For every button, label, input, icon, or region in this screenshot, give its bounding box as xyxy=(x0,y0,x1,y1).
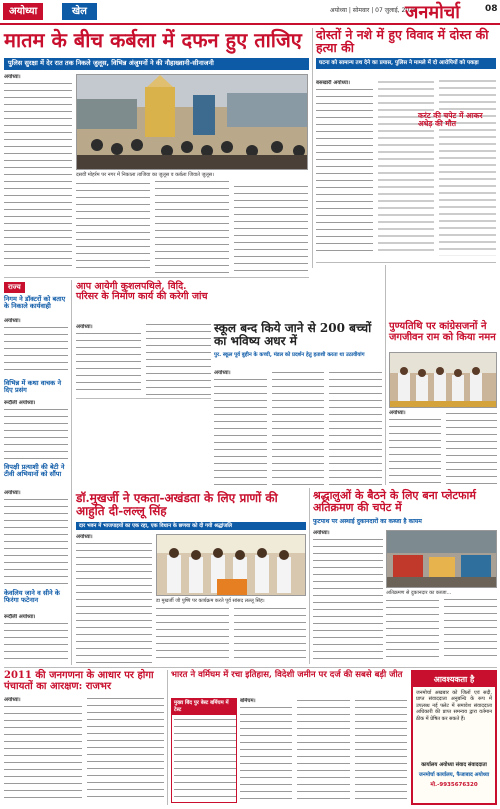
school-story-cols xyxy=(214,370,382,490)
sports-headline: भारत ने वर्मिघम में रचा इतिहास, विदेशी जमीन पर दर्ज की सबसे बड़ी जीत xyxy=(171,670,403,680)
notice-title: आवश्यकता है xyxy=(413,672,495,687)
mukherjee-photo-caption: डा मुखर्जी जी पुष्पि पर कार्यक्रम करते पूर्व सांसद लल्लू सिंह। xyxy=(156,598,265,604)
friends-headline: दोस्तों ने नशे में हुए विवाद में दोस्त की हत्या की xyxy=(316,27,489,56)
friends-body-text xyxy=(316,80,496,256)
mukherjee-headline: डॉ.मुखर्जी ने एकता-अखंडता के लिए प्राणों की आहुति दी-लल्लू सिंह xyxy=(76,491,278,518)
main-story-col1 xyxy=(4,74,72,274)
main-story-cols xyxy=(76,181,308,274)
school-byline: अयोध्या। xyxy=(214,370,231,376)
platform-story-col1 xyxy=(313,530,383,664)
left-brief-tag: राज्य xyxy=(4,282,25,293)
platform-body-text-2 xyxy=(386,598,497,662)
pushpa-headline: पुण्यतिथि पर कांग्रेसजनों ने जगजीवन राम को किया नमन xyxy=(389,321,496,343)
aap-body-text xyxy=(76,324,211,396)
friends-subhead: घटना को सामान्य तथ देने का प्रयास, पुलिस ने मामले में दो आरोपियों को पकड़ा xyxy=(316,58,496,69)
left-brief3-body xyxy=(4,497,68,586)
left-brief4-byline: रूदौली अयोध्या। xyxy=(4,614,36,620)
mukherjee-byline: अयोध्या। xyxy=(76,534,93,540)
mukherjee-body-text-2 xyxy=(156,606,306,662)
platform-photo xyxy=(386,530,497,588)
school-headline: स्कूल बन्द किये जाने से 200 बच्चों का भविष्य अधर में xyxy=(214,321,372,348)
notice-contact: मो.-9935676320 xyxy=(430,782,478,788)
friends-story-cols xyxy=(316,80,496,260)
left-brief1-headline: निगम ने डॉक्टरों को बताए के निकाले कार्यवाही xyxy=(4,295,66,310)
left-brief2-body xyxy=(4,407,68,459)
census-story-cols xyxy=(4,697,164,803)
main-body-text xyxy=(4,81,72,271)
platform-story-cols xyxy=(386,598,497,664)
mukherjee-photo xyxy=(156,534,306,596)
left-brief2-byline: रूदौली अयोध्या। xyxy=(4,400,36,406)
left-brief3-text xyxy=(4,490,68,586)
school-body-text xyxy=(214,370,382,489)
main-headline: मातम के बीच कर्बला में दफन हुए ताजिए xyxy=(4,28,302,52)
left-brief3-byline: अयोध्या। xyxy=(4,490,21,496)
left-brief1-body xyxy=(4,325,68,375)
mukherjee-subhead: दार भवन में भाजपाइयों का एक रहा, एक विधान के छणवा को दी गयी श्रद्धांजलि xyxy=(76,522,306,530)
platform-subhead: फुटपाथ पर अस्थाई दुकानदारों का कब्जा है कायम xyxy=(313,518,422,525)
section-tag-sports: खेल xyxy=(62,3,97,20)
sports-body-text xyxy=(240,698,407,803)
page-number: 08 xyxy=(485,4,498,14)
sports-byline: बर्मिघम। xyxy=(240,698,256,704)
left-brief3-headline: विपक्षी प्रत्याशी की बेटी ने टीवी अभियानों को सौंपा xyxy=(4,463,65,478)
friends-byline: बसखारी अयोध्या। xyxy=(316,80,350,86)
tribute-image xyxy=(157,535,306,596)
left-brief4-text xyxy=(4,614,68,662)
pushpa-story-cols xyxy=(389,410,497,486)
brand-logo: जनमोर्चा xyxy=(405,2,460,23)
sports-story-cols xyxy=(240,698,407,803)
section-tag: अयोध्या xyxy=(3,3,43,20)
census-byline: अयोध्या। xyxy=(4,697,21,703)
census-headline: 2011 की जनगणना के आधार पर होगा पंचायतों का आरक्षण: राजभर xyxy=(4,670,154,692)
left-brief1-byline: अयोध्या। xyxy=(4,318,21,324)
mukherjee-story-col1 xyxy=(76,534,152,664)
main-body-text-2 xyxy=(76,181,308,274)
notice-footer2: जनमोर्चा कार्यालय, फैजाबाद अयोध्या xyxy=(418,772,490,778)
gathering-image xyxy=(390,353,497,408)
aap-byline: अयोध्या। xyxy=(76,324,93,330)
platform-byline: अयोध्या। xyxy=(313,530,330,536)
notice-box xyxy=(411,670,497,805)
muharram-photo xyxy=(76,74,308,170)
main-photo-caption: दसवीं मोहर्रम पर नगर में निकाला ताजिया का जुलूस व कर्बला जिवाते जुलूस। xyxy=(76,172,214,178)
platform-photo-caption: अतिक्रमण से दुकानदार का कब्जा... xyxy=(386,590,452,596)
platform-body-text xyxy=(313,537,383,664)
pushpa-photo xyxy=(389,352,497,408)
census-body-text xyxy=(4,697,164,803)
main-byline: अयोध्या। xyxy=(4,74,21,80)
aap-story-cols xyxy=(76,324,211,396)
dateline: अयोध्या | सोमवार | 07 जुलाई, 2025 xyxy=(330,7,417,14)
accident-headline: करंट की चपेट में आकर अधेड़ की मौत xyxy=(418,111,483,128)
left-brief2-text xyxy=(4,400,68,460)
aap-headline: आप आयेगी कुशलपथिले, विदि. परिसर के निर्माण कार्य की करेगी जांच xyxy=(76,281,208,302)
pushpa-body-text xyxy=(389,410,497,486)
sports-inset-text xyxy=(174,717,236,801)
sports-inset-box xyxy=(171,698,237,803)
mukherjee-body-text xyxy=(76,541,152,664)
main-subhead: पुलिस सुरक्षा में देर रात तक निकले जुलूस, विभिन्न अंजुमनों ने की नौहाख्वानी-सीनाजनी xyxy=(4,58,309,70)
left-brief4-body xyxy=(4,621,68,662)
pushpa-byline: अयोध्या। xyxy=(389,410,406,416)
street-image xyxy=(387,531,497,588)
left-brief1-text xyxy=(4,318,68,376)
platform-headline: श्रद्धालुओं के बैठने के लिए बना प्लेटफार्म अतिक्रमण की चपेट में xyxy=(313,489,476,514)
notice-footer: कार्यालय अयोध्या संवाद संवाददाता xyxy=(421,762,487,768)
mukherjee-story-cols xyxy=(156,606,306,664)
left-brief4-headline: केवलिय जाने व सीने के फिरंगा फटेनान xyxy=(4,589,60,604)
sports-inset-title: मुख्य बिंद पुर बेस्ट बर्मिघम में टेस्ट xyxy=(172,699,236,715)
notice-body: जनमोर्चा अखबार को जिलों एवं सदी, प्राप्त संवाददाता अनुबन्धि के रूप में उपलब्ध नई फ्लेट में समावेश संवाददाता अधिकारी की प्राप्त समन्वय द्वारा वर्तमान ठीक में प्रेषित कर सकते हैं। xyxy=(416,690,492,722)
masthead-rule xyxy=(0,23,500,25)
masthead xyxy=(0,0,500,24)
left-brief2-headline: विभिन्न में कथा वाचक ने दिए प्रसंग xyxy=(4,379,62,394)
school-subhead: पुर. स्कूल पूर्व बुहीन के कच्ची, मंडल को प्रदर्शन हेतु हताशी करता था उठावीयांग xyxy=(214,352,365,358)
crowd-image xyxy=(77,75,308,170)
